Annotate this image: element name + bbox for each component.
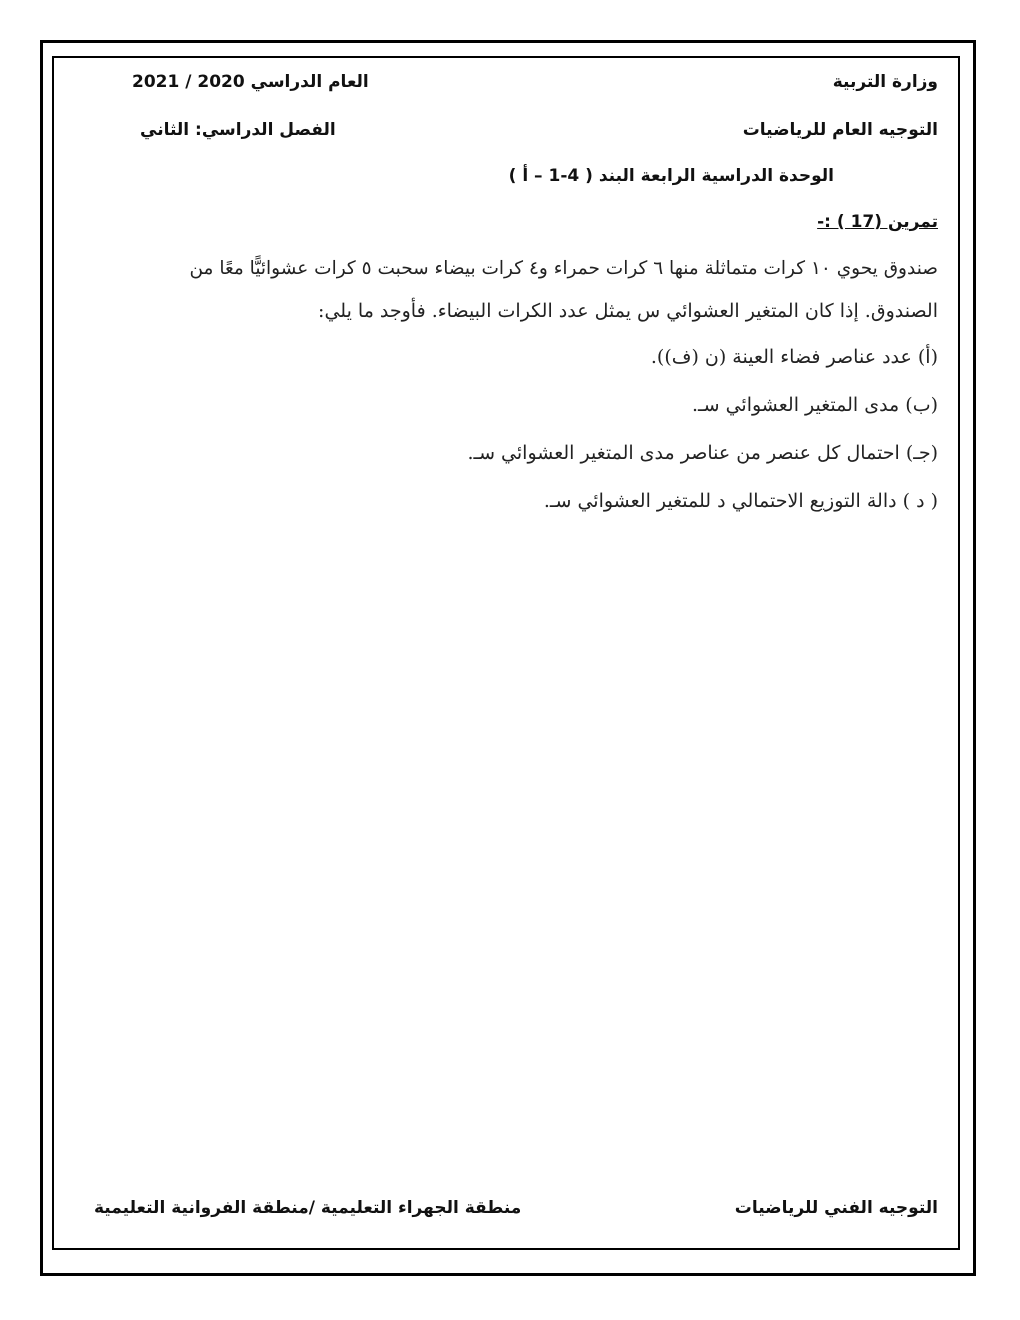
exercise-title: تمرين (17 ) :- — [817, 212, 938, 232]
page-inner-border — [52, 56, 960, 1250]
question-item-c: (جـ) احتمال كل عنصر من عناصر مدى المتغير العشوائي سـ. — [467, 442, 938, 464]
footer-department: التوجيه الفني للرياضيات — [734, 1198, 938, 1218]
question-item-d: ( د ) دالة التوزيع الاحتمالي د للمتغير العشوائي سـ. — [543, 490, 938, 512]
semester-label: الفصل الدراسي: الثاني — [140, 120, 336, 140]
question-item-a: (أ) عدد عناصر فضاء العينة (ن (ف)). — [650, 346, 938, 368]
statement-line-2: الصندوق. إذا كان المتغير العشوائي س يمثل عدد الكرات البيضاء. فأوجد ما يلي: — [318, 300, 938, 322]
academic-year: العام الدراسي 2020 / 2021 — [132, 72, 369, 92]
question-item-b: (ب) مدى المتغير العشوائي سـ. — [692, 394, 938, 416]
ministry-label: وزارة التربية — [832, 72, 938, 92]
statement-line-1: صندوق يحوي ١٠ كرات متماثلة منها ٦ كرات حمراء و٤ كرات بيضاء سحبت ٥ كرات عشوائيًّا معًا من — [189, 258, 938, 279]
footer-regions: منطقة الجهراء التعليمية /منطقة الفروانية التعليمية — [94, 1198, 522, 1218]
unit-label: الوحدة الدراسية الرابعة البند ( 4-1 – أ ) — [508, 166, 834, 186]
department-label: التوجيه العام للرياضيات — [742, 120, 938, 140]
